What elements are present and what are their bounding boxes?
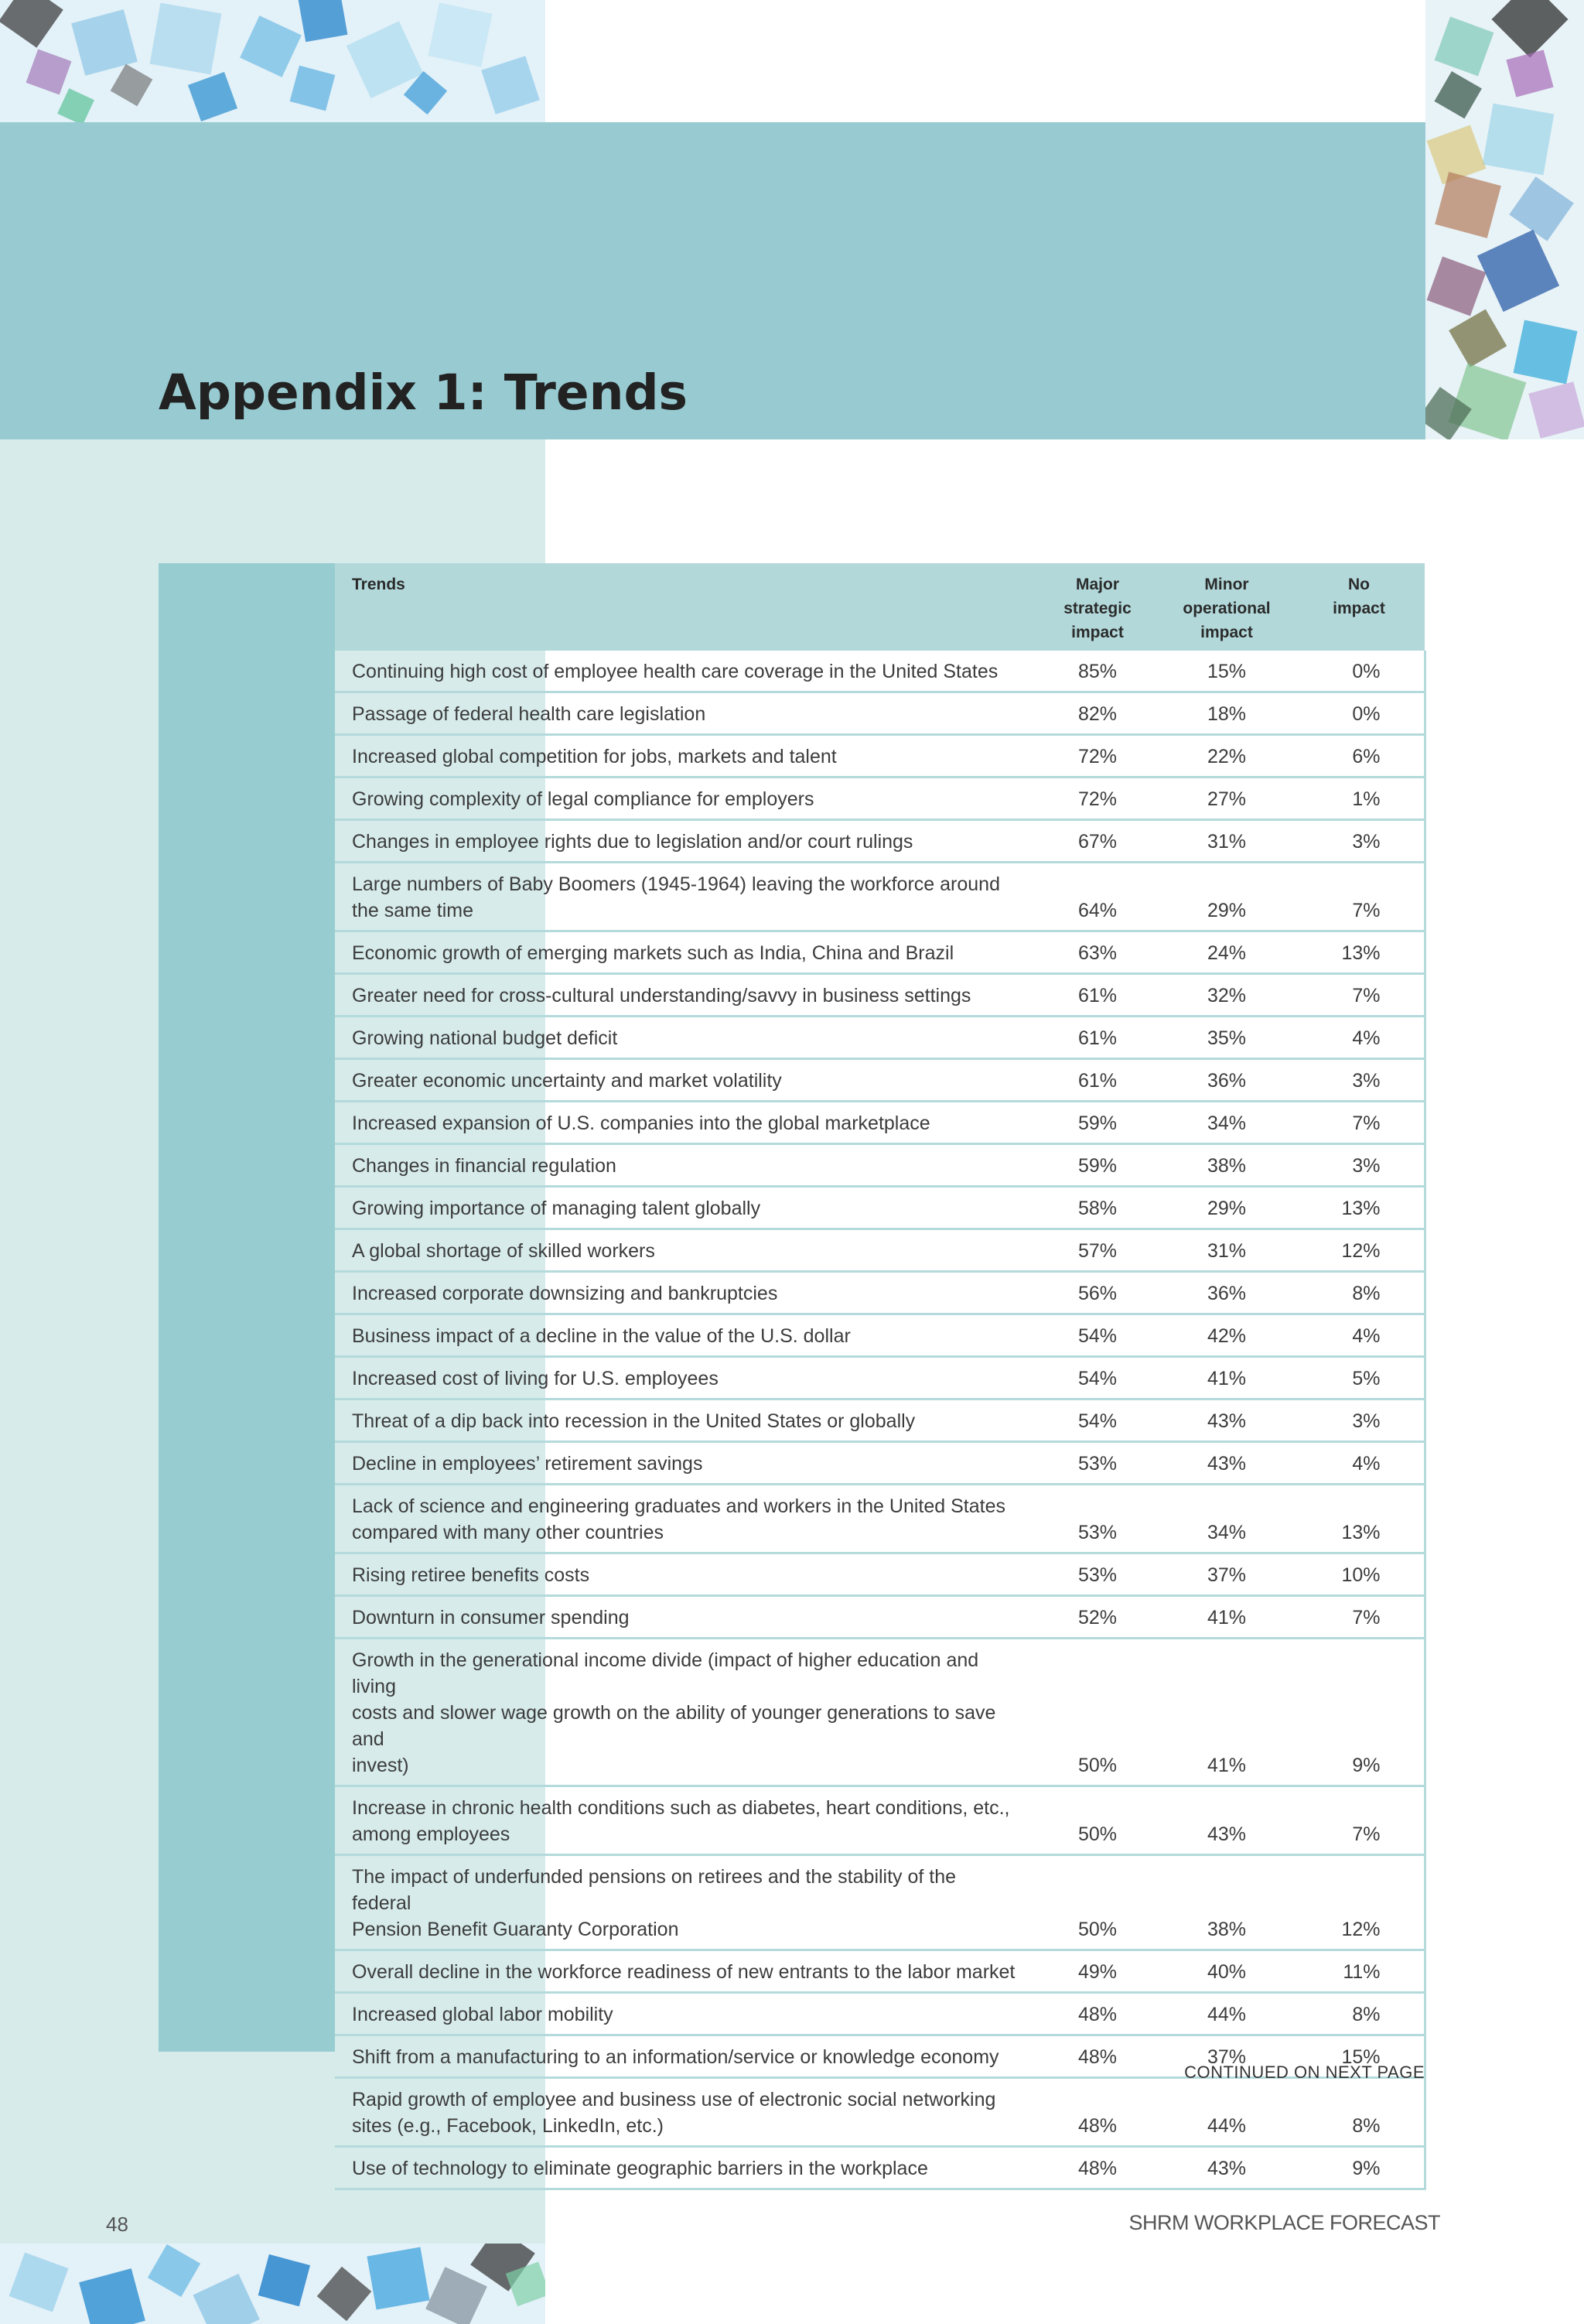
minor-operational-impact-value: 43% <box>1160 1400 1293 1442</box>
table-row <box>335 692 1425 735</box>
major-strategic-impact-value: 63% <box>1035 931 1160 974</box>
major-strategic-impact-value: 49% <box>1035 1950 1160 1993</box>
major-strategic-impact-value: 61% <box>1035 974 1160 1017</box>
trend-label <box>335 2035 1035 2078</box>
no-impact-value: 13% <box>1293 931 1425 974</box>
trend-label-line: Economic growth of emerging markets such as India, China and Brazil <box>352 942 954 964</box>
minor-operational-impact-value: 29% <box>1160 1187 1293 1229</box>
no-impact-value: 8% <box>1293 2078 1425 2147</box>
trend-label <box>335 1442 1035 1485</box>
trend-label-line: Lack of science and engineering graduates and workers in the United States <box>352 1495 1005 1517</box>
table-header-row <box>335 563 1425 651</box>
trend-label-line: Increased corporate downsizing and bankruptcies <box>352 1283 778 1304</box>
table-row <box>335 1442 1425 1485</box>
table-row <box>335 1017 1425 1059</box>
no-impact-value: 0% <box>1293 692 1425 735</box>
trend-label-line: Use of technology to eliminate geographic barriers in the workplace <box>352 2158 928 2179</box>
minor-operational-impact-value: 38% <box>1160 1855 1293 1950</box>
major-strategic-impact-value: 72% <box>1035 735 1160 778</box>
no-impact-value: 10% <box>1293 1553 1425 1596</box>
table-row <box>335 1400 1425 1442</box>
table-row <box>335 1639 1425 1786</box>
trend-label-line: Growing national budget deficit <box>352 1027 618 1049</box>
minor-operational-impact-value: 18% <box>1160 692 1293 735</box>
major-strategic-impact-value: 53% <box>1035 1485 1160 1553</box>
major-strategic-impact-value: 48% <box>1035 2035 1160 2078</box>
no-impact-value: 8% <box>1293 1272 1425 1314</box>
minor-operational-impact-value: 37% <box>1160 1553 1293 1596</box>
major-strategic-impact-value: 48% <box>1035 2078 1160 2147</box>
minor-operational-impact-value: 41% <box>1160 1596 1293 1639</box>
table-row <box>335 651 1425 692</box>
no-impact-value: 5% <box>1293 1357 1425 1400</box>
header-major-strategic-impact: Major strategic impact <box>1035 563 1160 651</box>
table-row <box>335 1144 1425 1187</box>
footer-publication-title: SHRM WORKPLACE FORECAST <box>1128 2211 1440 2234</box>
table-row <box>335 1059 1425 1102</box>
trend-label-line: Increased global labor mobility <box>352 2004 613 2025</box>
no-impact-value: 3% <box>1293 1144 1425 1187</box>
trend-label-line: Greater economic uncertainty and market volatility <box>352 1070 782 1092</box>
trend-label-line: the same time <box>352 900 474 921</box>
trend-label-line: A global shortage of skilled workers <box>352 1240 655 1262</box>
minor-operational-impact-value: 36% <box>1160 1272 1293 1314</box>
trends-table-container <box>335 563 1425 2190</box>
minor-operational-impact-value: 31% <box>1160 820 1293 863</box>
minor-operational-impact-value: 31% <box>1160 1229 1293 1272</box>
trend-label <box>335 1272 1035 1314</box>
trend-label-line: Growth in the generational income divide (impact of higher education and living <box>352 1649 979 1697</box>
decorative-mosaic-right <box>1425 0 1584 439</box>
trend-label-line: Downturn in consumer spending <box>352 1607 630 1629</box>
minor-operational-impact-value: 43% <box>1160 1786 1293 1855</box>
major-strategic-impact-value: 82% <box>1035 692 1160 735</box>
major-strategic-impact-value: 56% <box>1035 1272 1160 1314</box>
trend-label <box>335 1639 1035 1786</box>
minor-operational-impact-value: 34% <box>1160 1102 1293 1144</box>
trend-label <box>335 1187 1035 1229</box>
no-impact-value: 4% <box>1293 1314 1425 1357</box>
trend-label-line: compared with many other countries <box>352 1522 664 1543</box>
trend-label <box>335 1786 1035 1855</box>
major-strategic-impact-value: 54% <box>1035 1314 1160 1357</box>
no-impact-value: 4% <box>1293 1017 1425 1059</box>
minor-operational-impact-value: 43% <box>1160 2147 1293 2189</box>
trend-label <box>335 1357 1035 1400</box>
major-strategic-impact-value: 50% <box>1035 1639 1160 1786</box>
table-row <box>335 735 1425 778</box>
table-row <box>335 1187 1425 1229</box>
minor-operational-impact-value: 32% <box>1160 974 1293 1017</box>
major-strategic-impact-value: 64% <box>1035 863 1160 931</box>
continued-note: CONTINUED ON NEXT PAGE <box>1184 2063 1425 2082</box>
table-row <box>335 2078 1425 2147</box>
minor-operational-impact-value: 15% <box>1160 651 1293 692</box>
table-row <box>335 1272 1425 1314</box>
major-strategic-impact-value: 59% <box>1035 1144 1160 1187</box>
table-row <box>335 1314 1425 1357</box>
table-row <box>335 1993 1425 2035</box>
minor-operational-impact-value: 27% <box>1160 778 1293 820</box>
no-impact-value: 0% <box>1293 651 1425 692</box>
no-impact-value: 3% <box>1293 1059 1425 1102</box>
no-impact-value: 13% <box>1293 1187 1425 1229</box>
table-row <box>335 1102 1425 1144</box>
major-strategic-impact-value: 48% <box>1035 1993 1160 2035</box>
major-strategic-impact-value: 61% <box>1035 1059 1160 1102</box>
trend-label <box>335 863 1035 931</box>
trend-label-line: sites (e.g., Facebook, LinkedIn, etc.) <box>352 2115 664 2137</box>
table-row <box>335 1855 1425 1950</box>
trend-label <box>335 692 1035 735</box>
trend-label <box>335 1144 1035 1187</box>
minor-operational-impact-value: 40% <box>1160 1950 1293 1993</box>
no-impact-value: 9% <box>1293 2147 1425 2189</box>
major-strategic-impact-value: 50% <box>1035 1786 1160 1855</box>
trend-label <box>335 1229 1035 1272</box>
no-impact-value: 9% <box>1293 1639 1425 1786</box>
trend-label <box>335 1485 1035 1553</box>
trend-label-line: Increase in chronic health conditions such as diabetes, heart conditions, etc., <box>352 1797 1010 1819</box>
no-impact-value: 12% <box>1293 1855 1425 1950</box>
trend-label-line: costs and slower wage growth on the ability of younger generations to save and <box>352 1702 996 1750</box>
major-strategic-impact-value: 59% <box>1035 1102 1160 1144</box>
table-row <box>335 931 1425 974</box>
trend-label <box>335 1950 1035 1993</box>
major-strategic-impact-value: 58% <box>1035 1187 1160 1229</box>
table-row <box>335 1357 1425 1400</box>
table-row <box>335 1229 1425 1272</box>
no-impact-value: 13% <box>1293 1485 1425 1553</box>
trend-label-line: among employees <box>352 1823 510 1845</box>
trend-label-line: Increased cost of living for U.S. employees <box>352 1368 719 1389</box>
trend-label-line: Large numbers of Baby Boomers (1945-1964) leaving the workforce around <box>352 873 1000 895</box>
minor-operational-impact-value: 29% <box>1160 863 1293 931</box>
trend-label <box>335 778 1035 820</box>
minor-operational-impact-value: 35% <box>1160 1017 1293 1059</box>
no-impact-value: 4% <box>1293 1442 1425 1485</box>
trend-label <box>335 1059 1035 1102</box>
header-trends: Trends <box>335 563 1035 651</box>
table-row <box>335 2147 1425 2189</box>
trend-label-line: Increased expansion of U.S. companies into the global marketplace <box>352 1112 930 1134</box>
major-strategic-impact-value: 50% <box>1035 1855 1160 1950</box>
trend-label <box>335 820 1035 863</box>
table-row <box>335 863 1425 931</box>
table-row <box>335 1485 1425 1553</box>
no-impact-value: 11% <box>1293 1950 1425 1993</box>
trend-label <box>335 974 1035 1017</box>
trend-label <box>335 931 1035 974</box>
trend-label <box>335 1596 1035 1639</box>
trend-label <box>335 1102 1035 1144</box>
trend-label-line: invest) <box>352 1755 409 1776</box>
trend-label-line: Growing complexity of legal compliance for employers <box>352 788 814 810</box>
trend-label-line: Greater need for cross-cultural understanding/savvy in business settings <box>352 985 971 1006</box>
no-impact-value: 3% <box>1293 820 1425 863</box>
trend-label <box>335 1553 1035 1596</box>
no-impact-value: 7% <box>1293 1786 1425 1855</box>
trend-label-line: Pension Benefit Guaranty Corporation <box>352 1919 679 1940</box>
no-impact-value: 3% <box>1293 1400 1425 1442</box>
no-impact-value: 7% <box>1293 1596 1425 1639</box>
no-impact-value: 7% <box>1293 974 1425 1017</box>
trend-label-line: Rising retiree benefits costs <box>352 1564 590 1586</box>
major-strategic-impact-value: 61% <box>1035 1017 1160 1059</box>
header-no-impact: No impact <box>1293 563 1425 651</box>
minor-operational-impact-value: 44% <box>1160 2078 1293 2147</box>
minor-operational-impact-value: 38% <box>1160 1144 1293 1187</box>
title-band <box>0 122 1425 439</box>
table-row <box>335 820 1425 863</box>
trend-label <box>335 1400 1035 1442</box>
no-impact-value: 1% <box>1293 778 1425 820</box>
page-number: 48 <box>106 2213 128 2236</box>
trend-label <box>335 1993 1035 2035</box>
table-row <box>335 1786 1425 1855</box>
no-impact-value: 8% <box>1293 1993 1425 2035</box>
trends-table <box>335 563 1426 2190</box>
no-impact-value: 6% <box>1293 735 1425 778</box>
trend-label <box>335 735 1035 778</box>
trend-label-line: Rapid growth of employee and business use of electronic social networking <box>352 2089 996 2110</box>
no-impact-value: 7% <box>1293 1102 1425 1144</box>
major-strategic-impact-value: 54% <box>1035 1357 1160 1400</box>
major-strategic-impact-value: 53% <box>1035 1553 1160 1596</box>
minor-operational-impact-value: 44% <box>1160 1993 1293 2035</box>
trend-label-line: Changes in financial regulation <box>352 1155 616 1177</box>
trend-label-line: Continuing high cost of employee health care coverage in the United States <box>352 661 999 682</box>
minor-operational-impact-value: 37% <box>1160 2035 1293 2078</box>
trend-label-line: Decline in employees’ retirement savings <box>352 1453 703 1475</box>
minor-operational-impact-value: 22% <box>1160 735 1293 778</box>
major-strategic-impact-value: 57% <box>1035 1229 1160 1272</box>
table-row <box>335 1553 1425 1596</box>
trend-label-line: Business impact of a decline in the value of the U.S. dollar <box>352 1325 851 1347</box>
no-impact-value: 7% <box>1293 863 1425 931</box>
table-row <box>335 974 1425 1017</box>
major-strategic-impact-value: 72% <box>1035 778 1160 820</box>
table-row <box>335 778 1425 820</box>
header-minor-operational-impact: Minor operational impact <box>1160 563 1293 651</box>
trend-label <box>335 2147 1035 2189</box>
major-strategic-impact-value: 54% <box>1035 1400 1160 1442</box>
major-strategic-impact-value: 48% <box>1035 2147 1160 2189</box>
trend-label-line: Shift from a manufacturing to an information/service or knowledge economy <box>352 2046 999 2068</box>
minor-operational-impact-value: 41% <box>1160 1639 1293 1786</box>
trend-label-line: Increased global competition for jobs, markets and talent <box>352 746 837 767</box>
trend-label-line: Overall decline in the workforce readiness of new entrants to the labor market <box>352 1961 1016 1983</box>
page-title: Appendix 1: Trends <box>159 364 688 421</box>
trend-label <box>335 1017 1035 1059</box>
trend-label <box>335 2078 1035 2147</box>
table-row <box>335 1596 1425 1639</box>
trend-label-line: Threat of a dip back into recession in the United States or globally <box>352 1410 916 1432</box>
minor-operational-impact-value: 43% <box>1160 1442 1293 1485</box>
major-strategic-impact-value: 85% <box>1035 651 1160 692</box>
trend-label-line: Passage of federal health care legislation <box>352 703 706 725</box>
minor-operational-impact-value: 24% <box>1160 931 1293 974</box>
no-impact-value: 12% <box>1293 1229 1425 1272</box>
decorative-mosaic-top-left <box>0 0 545 122</box>
minor-operational-impact-value: 41% <box>1160 1357 1293 1400</box>
trend-label <box>335 1855 1035 1950</box>
trend-label-line: The impact of underfunded pensions on retirees and the stability of the federal <box>352 1866 957 1914</box>
table-row <box>335 1950 1425 1993</box>
major-strategic-impact-value: 53% <box>1035 1442 1160 1485</box>
minor-operational-impact-value: 42% <box>1160 1314 1293 1357</box>
trend-label-line: Changes in employee rights due to legislation and/or court rulings <box>352 831 913 853</box>
no-impact-value: 15% <box>1293 2035 1425 2078</box>
minor-operational-impact-value: 36% <box>1160 1059 1293 1102</box>
trend-label <box>335 651 1035 692</box>
minor-operational-impact-value: 34% <box>1160 1485 1293 1553</box>
major-strategic-impact-value: 67% <box>1035 820 1160 863</box>
trend-label <box>335 1314 1035 1357</box>
table-side-band <box>159 563 335 2052</box>
table-body <box>335 651 1425 2189</box>
decorative-mosaic-bottom <box>0 2244 545 2324</box>
trend-label-line: Growing importance of managing talent globally <box>352 1198 761 1219</box>
major-strategic-impact-value: 52% <box>1035 1596 1160 1639</box>
